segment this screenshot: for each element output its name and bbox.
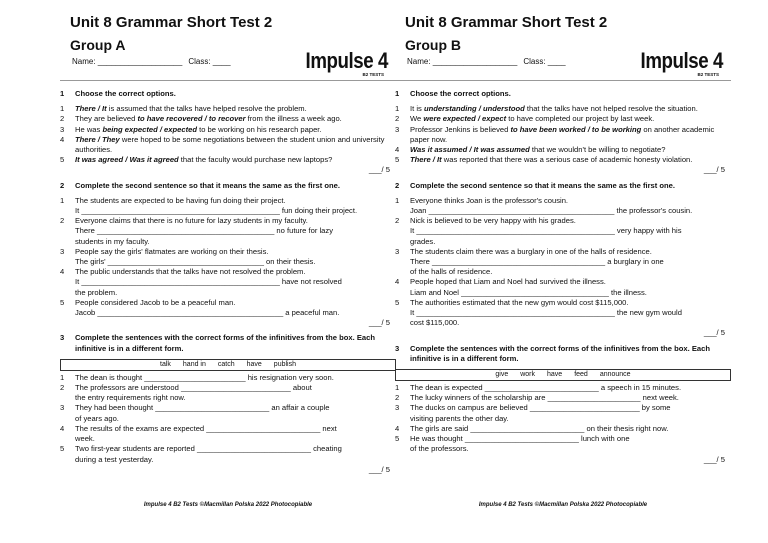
question-number: 1 xyxy=(395,104,400,114)
question-item xyxy=(60,155,396,165)
question-item xyxy=(395,114,731,124)
question-item xyxy=(60,104,396,114)
question-number: 3 xyxy=(60,403,65,413)
question-number: 5 xyxy=(60,297,65,307)
question-fragment: were hoped to be some negotiations between the student union and university authorities. xyxy=(75,134,385,155)
completion-line: It _______________________________________________ fun doing their project. xyxy=(75,206,358,216)
question-item xyxy=(395,298,731,329)
box-word: catch xyxy=(217,360,235,368)
question-number: 3 xyxy=(395,246,400,256)
question-text xyxy=(410,216,731,247)
prompt-sentence: The dean is expected ___________________________ a speech in 15 minutes. xyxy=(410,383,682,393)
section-number: 1 xyxy=(395,89,400,98)
question-item xyxy=(395,424,731,434)
prompt-sentence: The results of the exams are expected ___________________________ next xyxy=(75,423,337,433)
divider xyxy=(395,80,731,81)
question-text xyxy=(75,373,396,383)
completion-line: Jacob ____________________________________________ a peaceful man. xyxy=(75,308,340,318)
answer-options: Was it assumed / It was assumed xyxy=(410,145,530,155)
box-word: hand in xyxy=(182,360,206,368)
test-group-b xyxy=(395,0,731,543)
question-text xyxy=(75,298,396,318)
question-number: 1 xyxy=(60,195,65,205)
section-score: ___/ 5 xyxy=(368,464,390,474)
question-item xyxy=(395,104,731,114)
question-fragment: Professor Jenkins is believed xyxy=(410,124,511,134)
question-fragment: that we wouldn't be willing to negotiate? xyxy=(529,145,666,155)
prompt-sentence: They had been thought ___________________________ an affair a couple xyxy=(75,403,330,413)
question-number: 2 xyxy=(60,216,65,226)
question-number: 5 xyxy=(60,444,65,454)
question-number: 4 xyxy=(60,423,65,433)
question-number: 2 xyxy=(395,393,400,403)
question-item xyxy=(395,196,731,216)
question-number: 2 xyxy=(395,216,400,226)
answer-options: were expected / expect xyxy=(423,114,507,124)
question-text xyxy=(75,114,396,124)
question-number: 2 xyxy=(395,114,400,124)
question-item xyxy=(60,196,396,216)
question-text xyxy=(75,155,396,165)
question-item xyxy=(395,216,731,247)
completion-line: the entry requirements right now. xyxy=(75,393,186,403)
question-number: 4 xyxy=(395,277,400,287)
answer-options: to have recovered / to recover xyxy=(137,114,246,124)
prompt-sentence: The authorities estimated that the new gym would cost $115,000. xyxy=(410,297,629,307)
question-item xyxy=(395,155,731,165)
question-text xyxy=(75,444,396,464)
question-fragment: was reported that there was a serious case of academic honesty violation. xyxy=(441,155,693,165)
prompt-sentence: The students are expected to be having fun doing their project. xyxy=(75,195,286,205)
completion-line: It _______________________________________________ very happy with his xyxy=(410,226,682,236)
question-number: 1 xyxy=(395,195,400,205)
section-score: ___/ 5 xyxy=(368,318,390,328)
answer-options: to have been worked / to be working xyxy=(510,124,642,134)
question-fragment: to be working on his research paper. xyxy=(196,124,322,134)
question-text xyxy=(75,216,396,247)
question-number: 3 xyxy=(60,124,65,134)
answer-options: understanding / understood xyxy=(423,104,525,114)
question-item xyxy=(60,135,396,155)
infinitive-box xyxy=(395,369,731,381)
question-fragment: to have completed our project by last week. xyxy=(506,114,655,124)
prompt-sentence: He was thought ___________________________ lunch with one xyxy=(410,434,630,444)
prompt-sentence: The ducks on campus are believed __________________________ by some xyxy=(410,403,671,413)
box-word: announce xyxy=(599,370,631,378)
question-number: 3 xyxy=(60,246,65,256)
divider xyxy=(60,80,396,81)
question-text xyxy=(75,196,396,216)
question-item xyxy=(395,145,731,155)
box-word: give xyxy=(495,370,509,378)
section-score: ___/ 5 xyxy=(368,165,390,175)
question-number: 3 xyxy=(395,403,400,413)
question-fragment: that the talks have not helped resolve the situation. xyxy=(524,104,698,114)
question-fragment: It is xyxy=(410,104,424,114)
section-instructions: Complete the second sentence so that it means the same as the first one. xyxy=(410,180,676,190)
question-text xyxy=(75,135,396,155)
section-instructions: Complete the second sentence so that it means the same as the first one. xyxy=(75,180,341,190)
question-text xyxy=(410,155,731,165)
section-heading xyxy=(60,333,396,353)
section-heading xyxy=(395,344,731,364)
section-score: ___/ 5 xyxy=(703,328,725,338)
question-text xyxy=(410,383,731,393)
completion-line: of the professors. xyxy=(410,444,469,454)
section-heading xyxy=(395,89,731,99)
question-item xyxy=(395,393,731,403)
completion-line: Joan ____________________________________________ the professor's cousin. xyxy=(410,206,693,216)
completion-line: It _______________________________________________ have not resolved xyxy=(75,277,342,287)
completion-line: grades. xyxy=(410,236,436,246)
question-text xyxy=(410,247,731,278)
question-number: 1 xyxy=(395,383,400,393)
prompt-sentence: People say the girls' flatmates are working on their thesis. xyxy=(75,246,269,256)
test-title: Unit 8 Grammar Short Test 2 xyxy=(405,14,608,31)
completion-line: during a test yesterday. xyxy=(75,454,154,464)
footer-copyright: Impulse 4 B2 Tests ©Macmillan Polska 2022 Photocopiable xyxy=(143,502,313,508)
prompt-sentence: The girls are said ___________________________ on their thesis right now. xyxy=(410,423,669,433)
question-text xyxy=(410,298,731,329)
question-text xyxy=(75,403,396,423)
completion-line: of the halls of residence. xyxy=(410,267,493,277)
question-number: 4 xyxy=(60,134,65,144)
prompt-sentence: Two first-year students are reported ___________________________ cheating xyxy=(75,444,342,454)
question-number: 2 xyxy=(60,383,65,393)
impulse-logo: Impulse 4 xyxy=(305,48,388,73)
impulse-logo: Impulse 4 xyxy=(640,48,723,73)
class-field-label: Class: ____ xyxy=(188,57,231,66)
question-item xyxy=(395,434,731,454)
question-number: 1 xyxy=(60,104,65,114)
prompt-sentence: The lucky winners of the scholarship are ______________________ next week. xyxy=(410,393,679,403)
question-fragment: on another academic paper now. xyxy=(410,124,715,144)
completion-line: the problem. xyxy=(75,287,118,297)
section-score: ___/ 5 xyxy=(703,454,725,464)
class-field-label: Class: ____ xyxy=(523,57,566,66)
question-item xyxy=(395,247,731,278)
name-field-label: Name: ___________________ xyxy=(407,57,518,66)
question-item xyxy=(60,125,396,135)
test-group-a xyxy=(60,0,396,543)
question-text xyxy=(410,196,731,216)
question-number: 1 xyxy=(60,372,65,382)
section-instructions: Complete the sentences with the correct forms of the infinitives from the box. Each infinitive is in a different form. xyxy=(75,333,376,353)
question-item xyxy=(60,373,396,383)
answer-options: There / They xyxy=(75,134,120,144)
test-title: Unit 8 Grammar Short Test 2 xyxy=(70,14,273,31)
name-class-row xyxy=(72,57,231,66)
question-number: 3 xyxy=(395,124,400,134)
question-fragment: is assumed that the talks have helped resolve the problem. xyxy=(106,104,307,114)
section-instructions: Choose the correct options. xyxy=(75,89,176,98)
box-word: work xyxy=(520,370,536,378)
question-fragment: We xyxy=(410,114,424,124)
question-text xyxy=(75,383,396,403)
group-label: Group B xyxy=(405,37,461,53)
test-body xyxy=(60,89,396,475)
section-number: 2 xyxy=(395,180,400,190)
box-word: have xyxy=(246,360,262,368)
prompt-sentence: Nick is believed to be very happy with his grades. xyxy=(410,216,576,226)
prompt-sentence: The professors are understood __________________________ about xyxy=(75,383,312,393)
question-fragment: that the faculty would purchase new laptops? xyxy=(178,155,333,165)
question-item xyxy=(60,298,396,318)
question-number: 4 xyxy=(395,423,400,433)
answer-options: being expected / expected xyxy=(102,124,197,134)
question-text xyxy=(410,114,731,124)
name-class-row xyxy=(407,57,566,66)
prompt-sentence: The public understands that the talks have not resolved the problem. xyxy=(75,267,306,277)
completion-line: week. xyxy=(75,434,95,444)
question-text xyxy=(75,125,396,135)
completion-line: There __________________________________________ no future for lazy xyxy=(75,226,333,236)
answer-options: There / It xyxy=(75,104,107,114)
prompt-sentence: The students claim there was a burglary in one of the halls of residence. xyxy=(410,246,652,256)
footer-copyright: Impulse 4 B2 Tests ©Macmillan Polska 2022 Photocopiable xyxy=(478,502,648,508)
completion-line: Liam and Noel ___________________________________ the illness. xyxy=(410,287,647,297)
question-text xyxy=(410,145,731,155)
question-item xyxy=(60,424,396,444)
box-word: feed xyxy=(574,370,588,378)
box-word: have xyxy=(547,370,563,378)
section-instructions: Complete the sentences with the correct forms of the infinitives from the box. Each infinitive is in a different form. xyxy=(410,343,711,363)
infinitive-box xyxy=(60,359,396,371)
completion-line: It _______________________________________________ the new gym would xyxy=(410,308,682,318)
section-heading xyxy=(60,89,396,99)
question-item xyxy=(60,216,396,247)
question-item xyxy=(395,383,731,393)
logo-subtitle: B2 TESTS xyxy=(362,72,384,77)
section-number: 3 xyxy=(60,333,65,343)
question-text xyxy=(75,247,396,267)
question-text xyxy=(410,104,731,114)
question-number: 4 xyxy=(395,145,400,155)
question-item xyxy=(395,125,731,145)
completion-line: visiting parents the other day. xyxy=(410,413,509,423)
section-heading xyxy=(60,181,396,191)
box-word: talk xyxy=(160,360,171,368)
group-label: Group A xyxy=(70,37,126,53)
question-item xyxy=(60,444,396,464)
box-word: publish xyxy=(273,360,296,368)
prompt-sentence: Everyone claims that there is no future for lazy students in my faculty. xyxy=(75,216,308,226)
question-fragment: He was xyxy=(75,124,103,134)
question-text xyxy=(410,277,731,297)
question-text xyxy=(410,403,731,423)
question-number: 5 xyxy=(60,155,65,165)
question-item xyxy=(60,383,396,403)
question-item xyxy=(395,403,731,423)
prompt-sentence: People considered Jacob to be a peaceful man. xyxy=(75,297,236,307)
section-instructions: Choose the correct options. xyxy=(410,89,511,98)
question-text xyxy=(410,424,731,434)
question-text xyxy=(410,393,731,403)
question-text xyxy=(75,424,396,444)
section-number: 3 xyxy=(395,343,400,353)
question-number: 4 xyxy=(60,267,65,277)
question-fragment: They are believed xyxy=(75,114,138,124)
question-text xyxy=(75,104,396,114)
question-text xyxy=(410,125,731,145)
section-heading xyxy=(395,181,731,191)
question-item xyxy=(60,403,396,423)
prompt-sentence: Everyone thinks Joan is the professor's cousin. xyxy=(410,195,569,205)
answer-options: There / It xyxy=(410,155,442,165)
section-number: 2 xyxy=(60,180,65,190)
answer-options: It was agreed / Was it agreed xyxy=(75,155,179,165)
question-number: 5 xyxy=(395,155,400,165)
completion-line: There _________________________________________ a burglary in one xyxy=(410,257,664,267)
name-field-label: Name: ___________________ xyxy=(72,57,183,66)
test-body xyxy=(395,89,731,465)
completion-line: cost $115,000. xyxy=(410,318,460,328)
section-score: ___/ 5 xyxy=(703,165,725,175)
question-item xyxy=(60,267,396,298)
question-text xyxy=(75,267,396,298)
completion-line: of years ago. xyxy=(75,413,119,423)
completion-line: students in my faculty. xyxy=(75,236,150,246)
question-text xyxy=(410,434,731,454)
completion-line: The girls' _____________________________________ on their thesis. xyxy=(75,257,316,267)
logo-subtitle: B2 TESTS xyxy=(697,72,719,77)
question-item xyxy=(60,114,396,124)
question-number: 5 xyxy=(395,434,400,444)
question-item xyxy=(395,277,731,297)
question-number: 2 xyxy=(60,114,65,124)
question-fragment: from the illness a week ago. xyxy=(245,114,342,124)
section-number: 1 xyxy=(60,89,65,98)
question-number: 5 xyxy=(395,297,400,307)
prompt-sentence: The dean is thought ________________________ his resignation very soon. xyxy=(75,372,334,382)
prompt-sentence: People hoped that Liam and Noel had survived the illness. xyxy=(410,277,606,287)
question-item xyxy=(60,247,396,267)
